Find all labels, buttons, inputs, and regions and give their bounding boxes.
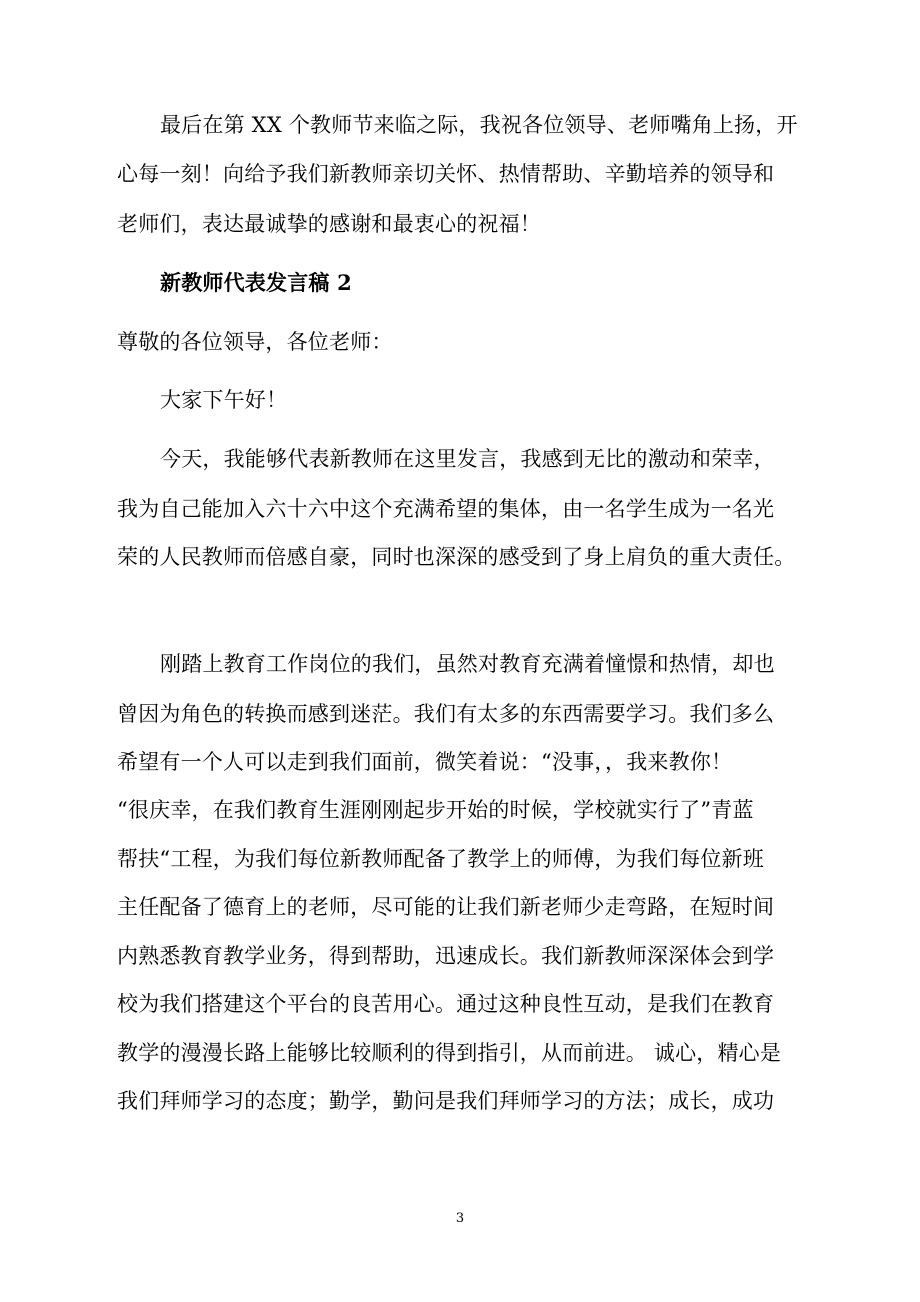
paragraph-line: 我为自己能加入六十六中这个充满希望的集体，由一名学生成为一名光 — [117, 497, 775, 521]
salutation-line: 尊敬的各位领导，各位老师： — [117, 330, 393, 354]
paragraph-line: 帮扶“工程，为我们每位新教师配备了教学上的师傅，为我们每位新班 — [117, 847, 764, 871]
paragraph-line: 教学的漫漫长路上能够比较顺利的得到指引，从而前进。 诚心，精心是 — [117, 1041, 782, 1065]
paragraph-line: 曾因为角色的转换而感到迷茫。我们有太多的东西需要学习。我们多么 — [117, 702, 775, 726]
paragraph-line: 我们拜师学习的态度；勤学，勤问是我们拜师学习的方法；成长，成功 — [117, 1089, 775, 1113]
paragraph-line: 老师们，表达最诚挚的感谢和最衷心的祝福！ — [117, 212, 541, 236]
paragraph-line: 主任配备了德育上的老师，尽可能的让我们新老师少走弯路，在短时间 — [117, 895, 775, 919]
paragraph-line: 校为我们搭建这个平台的良苦用心。通过这种良性互动，是我们在教育 — [117, 992, 775, 1016]
paragraph-line: 荣的人民教师而倍感自豪，同时也深深的感受到了身上肩负的重大责任。 — [117, 545, 796, 569]
paragraph-line: 今天，我能够代表新教师在这里发言，我感到无比的激动和荣幸， — [160, 447, 775, 471]
section-heading: 新教师代表发言稿 2 — [160, 270, 352, 295]
paragraph-line: 希望有一个人可以走到我们面前，微笑着说：“没事，，我来教你！ — [117, 750, 733, 774]
page-number: 3 — [455, 1211, 465, 1226]
paragraph-line: 心每一刻！向给予我们新教师亲切关怀、热情帮助、辛勤培养的领导和 — [117, 162, 775, 186]
greeting-line: 大家下午好！ — [160, 388, 288, 412]
paragraph-line: 内熟悉教育教学业务，得到帮助，迅速成长。我们新教师深深体会到学 — [117, 944, 775, 968]
paragraph-line: 刚踏上教育工作岗位的我们，虽然对教育充满着憧憬和热情，却也 — [160, 652, 775, 676]
paragraph-line: 最后在第 XX 个教师节来临之际，我祝各位领导、老师嘴角上扬，开 — [160, 113, 798, 137]
paragraph-line: “很庆幸，在我们教育生涯刚刚起步开始的时候，学校就实行了”青蓝 — [117, 798, 754, 822]
